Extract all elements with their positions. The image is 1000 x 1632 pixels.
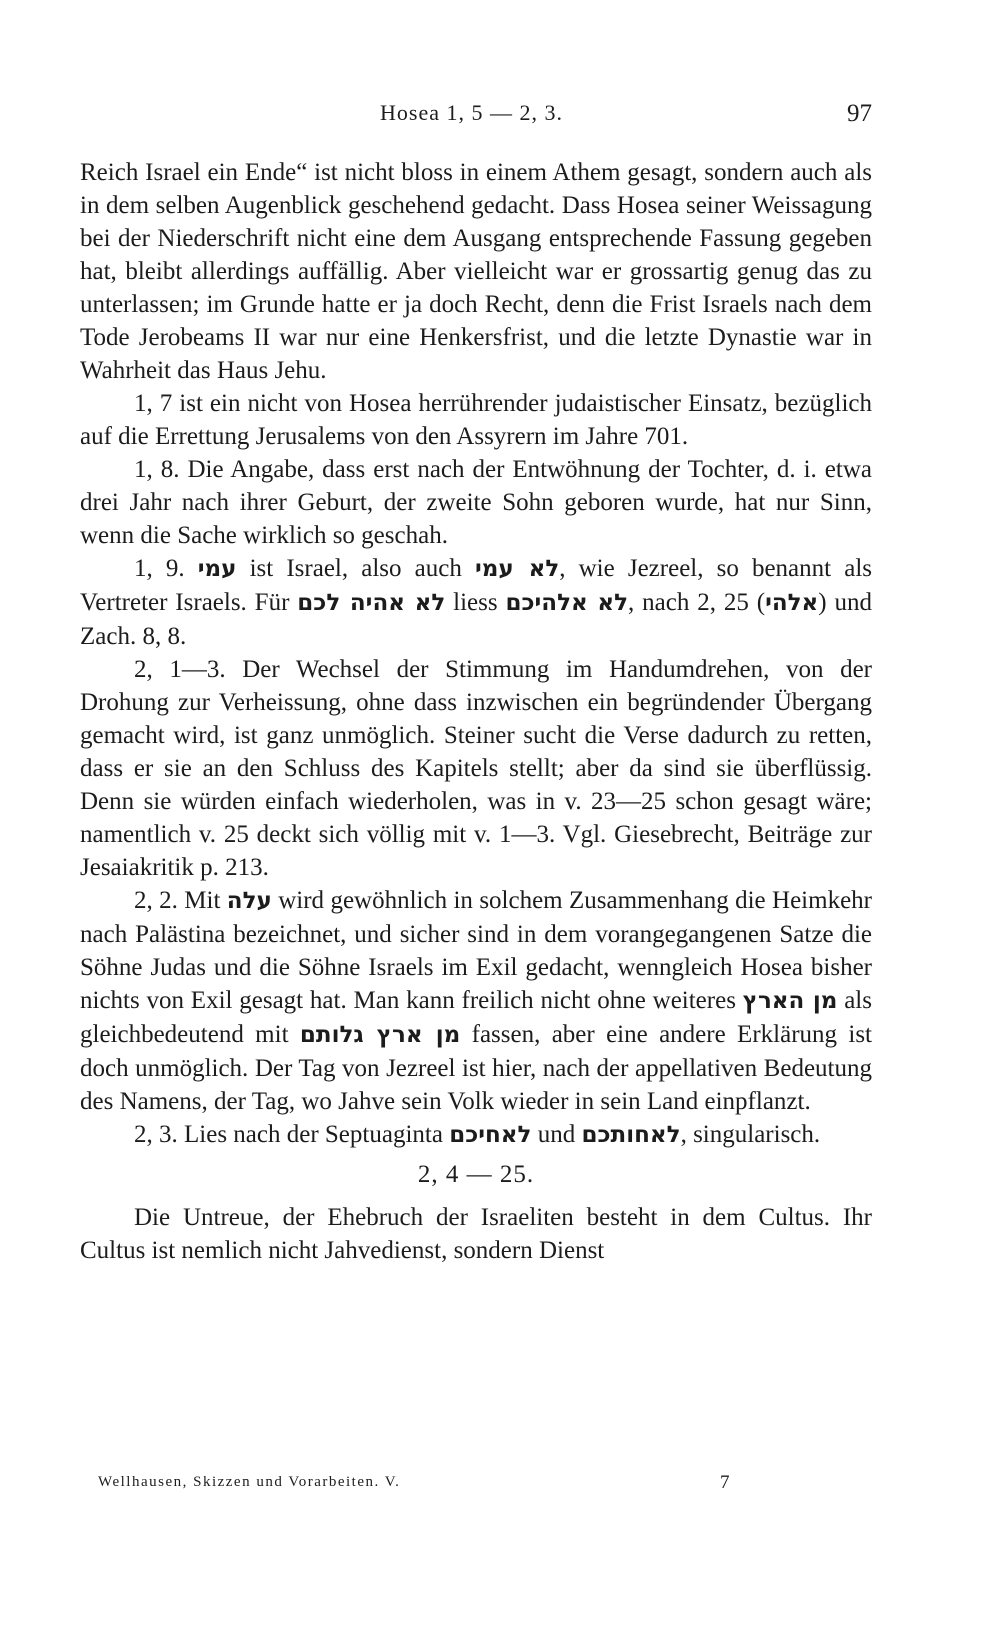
paragraph-1-9 [80, 552, 872, 653]
paragraph-2-1-3: 2, 1—3. Der Wechsel der Stimmung im Handumdrehen, von der Drohung zur Verheissung, ohne dass inzwischen ein begründender Übergang gemacht wird, ist ganz unmöglich. Steiner sucht die Verse dadurch zu retten, dass er sie an den Schluss des Kapitels stellt; aber da sind sie überflüssig. Denn sie würden einfach wiederholen, was in v. 23—25 schon gesagt wäre; namentlich v. 25 deckt sich völlig mit v. 1—3. Vgl. Giesebrecht, Beiträge zur Jesaiakritik p. 213. [80, 656, 872, 881]
text-segment: und [531, 1121, 582, 1148]
hebrew-word: לא אהיה לכם [297, 590, 446, 616]
text-segment: als gleichbedeutend mit [80, 987, 872, 1048]
text-segment: 2, 2. Mit [134, 887, 227, 914]
hebrew-word: מן הארץ [742, 988, 838, 1014]
text-segment: ist Israel, also auch [236, 555, 475, 582]
paragraph-continuation: Reich Israel ein Ende“ ist nicht bloss in einem Athem gesagt, sondern auch als in dem selben Augenblick geschehend gedacht. Dass Hosea seiner Weissagung bei der Niederschrift nicht eine dem Ausgang entsprechende Fassung gegeben hat, bleibt allerdings auffällig. Aber vielleicht war er grossartig genug das zu unterlassen; im Grunde hatte er ja doch Recht, denn die Frist Israels nach dem Tode Jerobeams II war nur eine Henkersfrist, und die letzte Dynastie war in Wahrheit das Haus Jehu. [80, 159, 872, 384]
hebrew-word: עלה [226, 888, 272, 914]
hebrew-word: אלהי [765, 590, 819, 616]
text-segment: 2, 3. Lies nach der Septuaginta [134, 1121, 450, 1148]
paragraph-1-8: 1, 8. Die Angabe, dass erst nach der Entwöhnung der Tochter, d. i. etwa drei Jahr nach ihrer Geburt, der zweite Sohn geboren wurde, hat nur Sinn, wenn die Sache wirklich so geschah. [80, 456, 872, 549]
hebrew-word: לאחיכם [449, 1122, 532, 1148]
hebrew-word: לא אלהיכם [505, 590, 629, 616]
hebrew-word: לאחותכם [581, 1122, 681, 1148]
text-segment: wird gewöhnlich in solchem Zusammenhang die Heimkehr nach Palästina bezeichnet, und sicher sind in dem vorangegangenen Satze die Söhne Judas und die Söhne Israels im Exil gedacht, wenngleich Hosea bisher nichts von Exil gesagt hat. Man kann freilich nicht ohne weiteres [80, 887, 872, 1014]
text-segment: , nach 2, 25 ( [628, 589, 766, 616]
hebrew-word: לא עמי [474, 556, 560, 582]
text-segment: , wie Jezreel, so benannt als Vertreter Israels. Für [80, 555, 872, 616]
body-text [80, 156, 872, 1267]
text-segment: 1, 9. [134, 555, 198, 582]
signature-mark: 7 [720, 1472, 730, 1493]
text-segment: liess [445, 589, 506, 616]
paragraph-2-3 [80, 1118, 872, 1152]
footer-source: Wellhausen, Skizzen und Vorarbeiten. V. [98, 1474, 401, 1490]
paragraph-1-7: 1, 7 ist ein nicht von Hosea herrührender judaistischer Einsatz, bezüglich auf die Errettung Jerusalems von den Assyrern im Jahre 701. [80, 390, 872, 450]
paragraph-2-2 [80, 884, 872, 1118]
running-head: Hosea 1, 5 — 2, 3. [380, 100, 563, 125]
section-heading: 2, 4 — 25. [417, 1161, 535, 1188]
page-footer [80, 1474, 872, 1504]
paragraph-section-start: Die Untreue, der Ehebruch der Israeliten besteht in dem Cultus. Ihr Cultus ist nemlich nicht Jahvedienst, sondern Dienst [80, 1204, 872, 1264]
text-segment: fassen, aber eine andere Erklärung ist doch unmöglich. Der Tag von Jezreel ist hier, nach der appellativen Bedeutung des Namens, der Tag, wo Jahve sein Volk wieder in sein Land einpflanzt. [80, 1021, 872, 1115]
page-number: 97 [847, 100, 872, 127]
hebrew-word: עמי [197, 556, 237, 582]
hebrew-word: מן ארץ גלותם [299, 1022, 461, 1048]
page-header [80, 100, 872, 140]
text-segment: , singularisch. [680, 1121, 821, 1148]
text-segment: ) und Zach. 8, 8. [80, 589, 872, 650]
